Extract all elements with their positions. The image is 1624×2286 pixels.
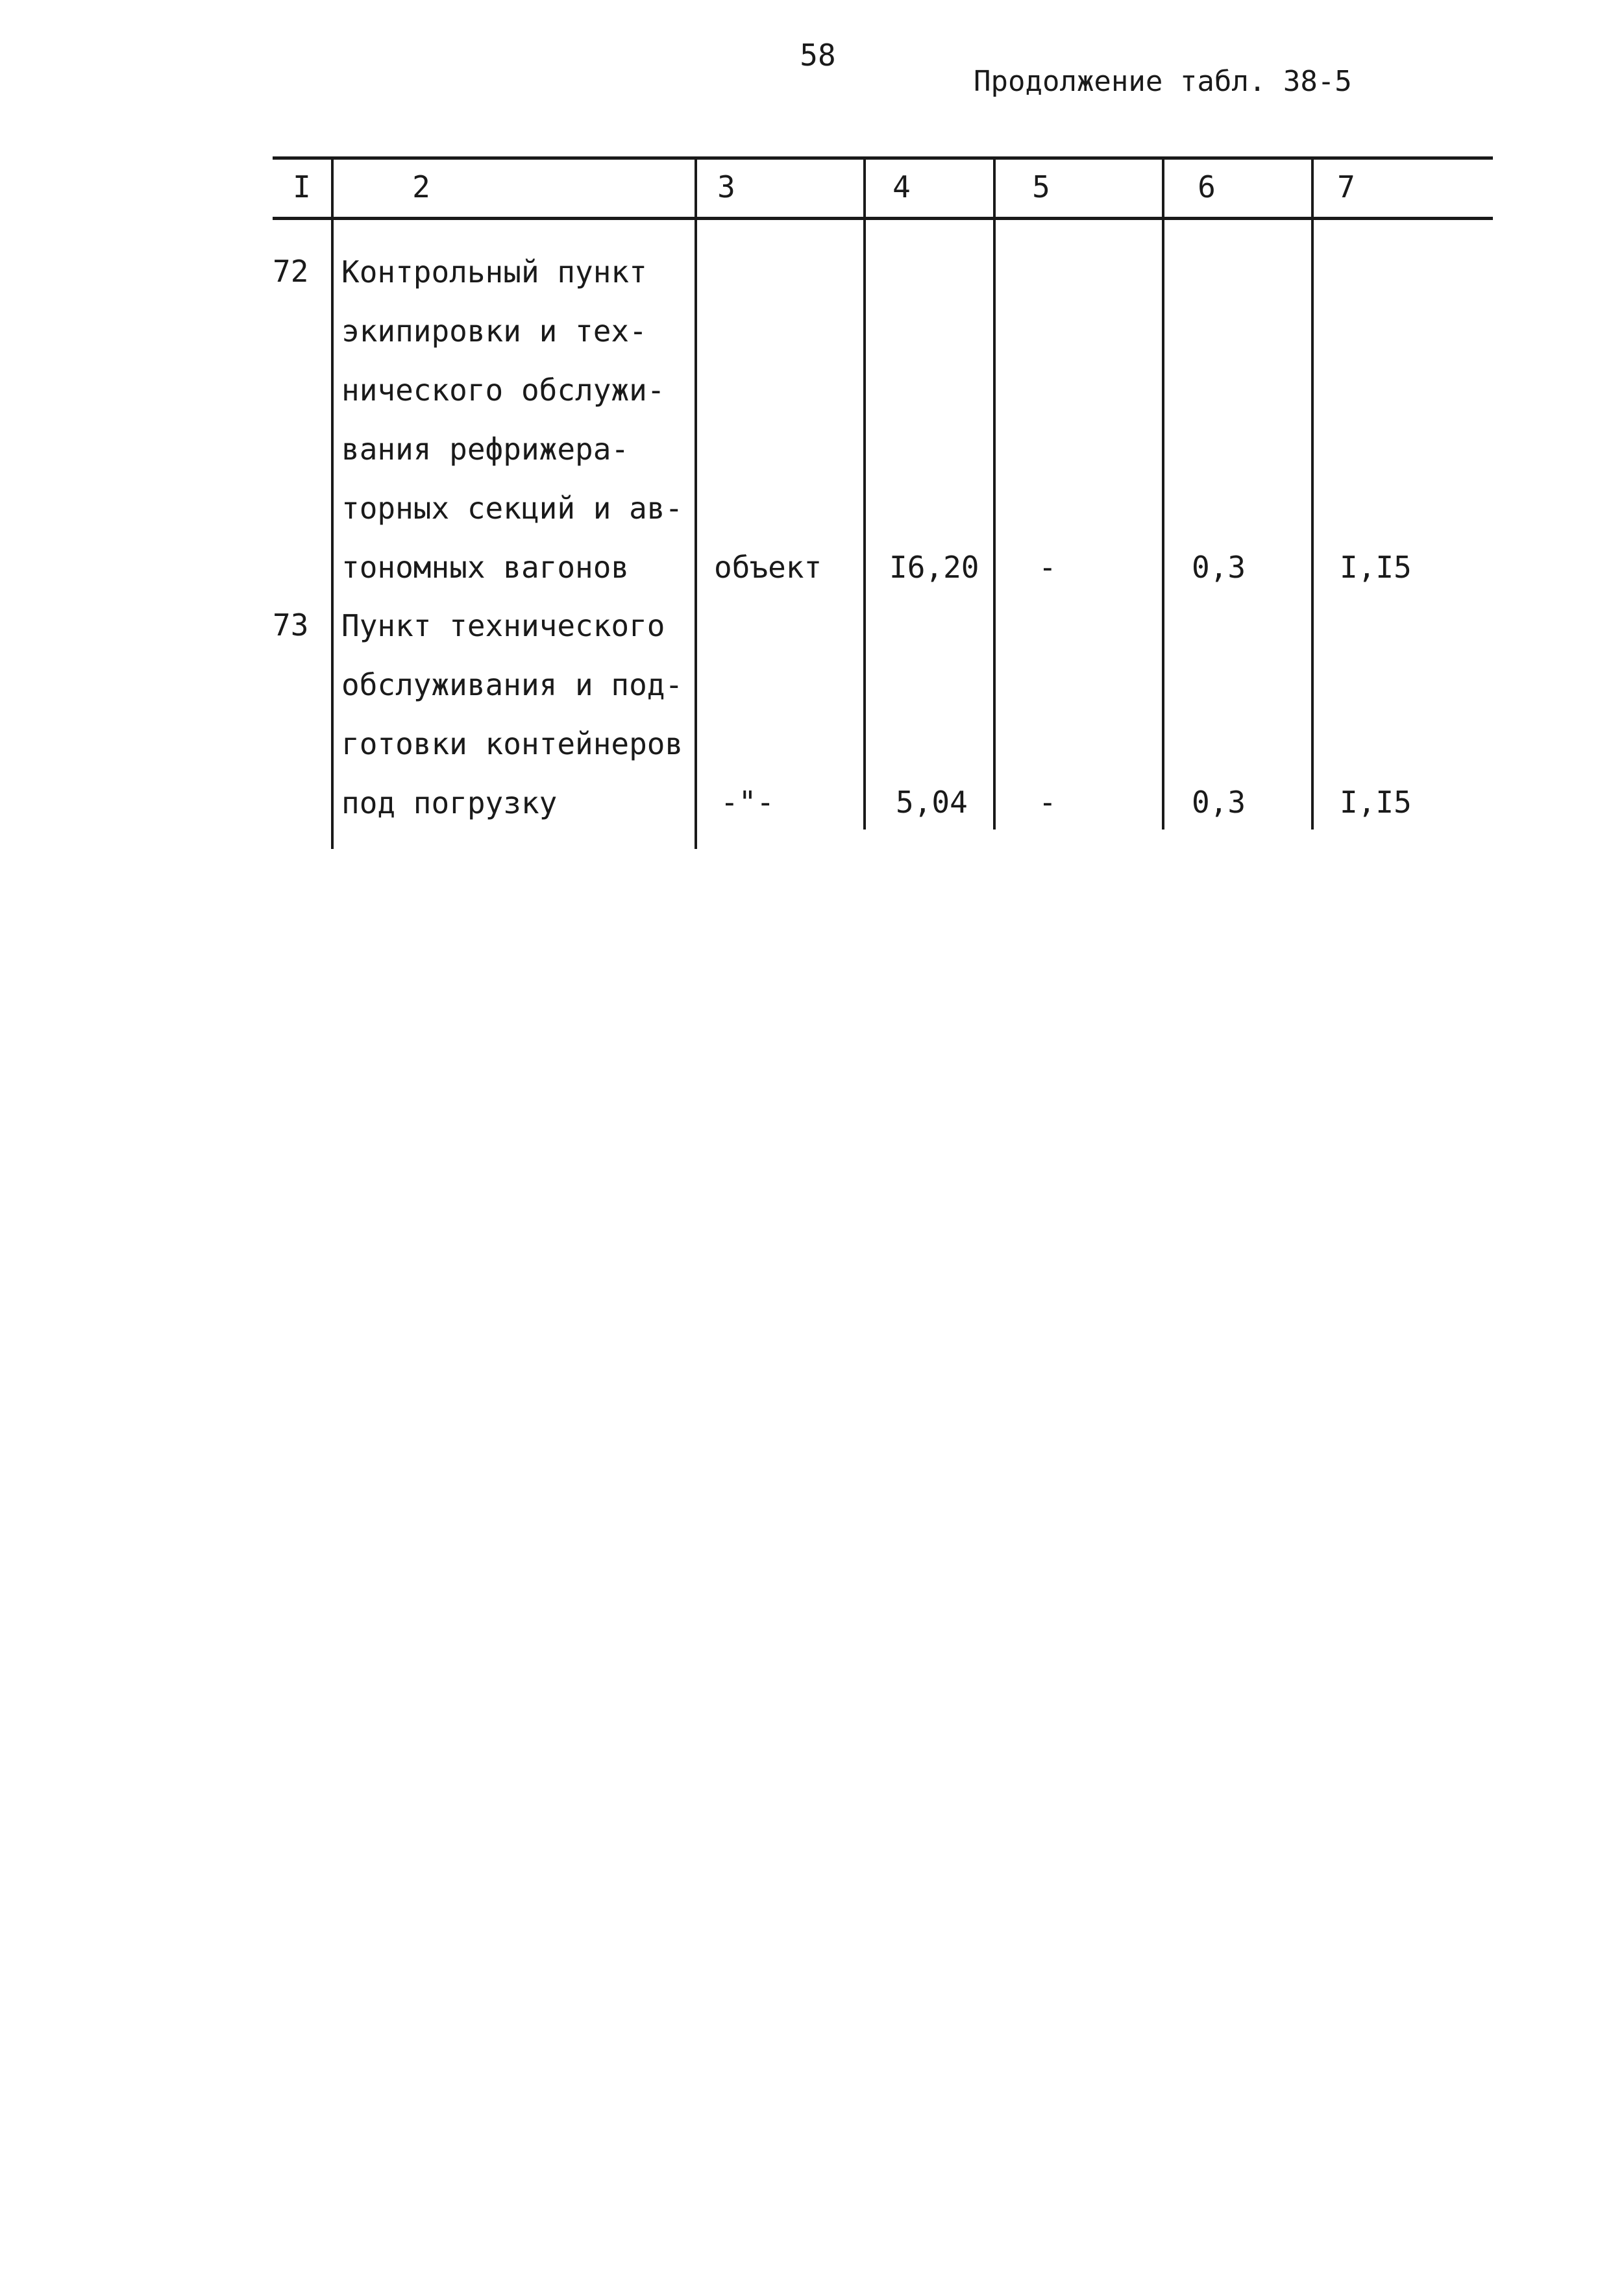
description-line: готовки контейнеров [341,726,683,761]
header-cell-5: 5 [1032,169,1050,204]
header-cell-1: I [293,169,311,204]
column-divider-3 [863,158,866,830]
row-number: 72 [273,254,309,289]
header-cell-3: 3 [717,169,735,204]
unit-cell: -"- [720,785,775,820]
description-line: вания рефрижера- [341,432,630,467]
column-divider-4 [993,158,996,830]
description-line: экипировки и тех- [341,313,647,349]
value-col6: 0,3 [1192,785,1246,820]
header-cell-4: 4 [892,169,911,204]
description-line: нического обслужи- [341,373,665,408]
column-divider-1 [331,158,334,849]
header-cell-2: 2 [412,169,430,204]
column-divider-2 [695,158,697,849]
column-divider-5 [1162,158,1164,830]
description-line: тономных вагонов [341,550,630,585]
description-line: обслуживания и под- [341,667,683,702]
header-cell-7: 7 [1337,169,1355,204]
table-top-rule [273,156,1493,160]
row-description [341,596,683,833]
page-number: 58 [800,38,836,73]
value-col5: - [1039,785,1057,820]
description-line: под погрузку [341,785,558,820]
value-col6: 0,3 [1192,550,1246,585]
unit-cell: объект [714,550,822,585]
value-col7: I,I5 [1340,785,1412,820]
description-line: торных секций и ав- [341,491,683,526]
value-col4: 5,04 [896,785,968,820]
description-line: Пункт технического [341,608,665,643]
column-divider-6 [1311,158,1314,830]
table-continuation-caption: Продолжение табл. 38-5 [974,65,1352,98]
header-cell-6: 6 [1198,169,1216,204]
value-col7: I,I5 [1340,550,1412,585]
value-col5: - [1039,550,1057,585]
value-col4: I6,20 [889,550,979,585]
table-header-rule [273,217,1493,220]
description-line: Контрольный пункт [341,254,647,289]
row-description [341,243,683,597]
row-number: 73 [273,608,309,643]
